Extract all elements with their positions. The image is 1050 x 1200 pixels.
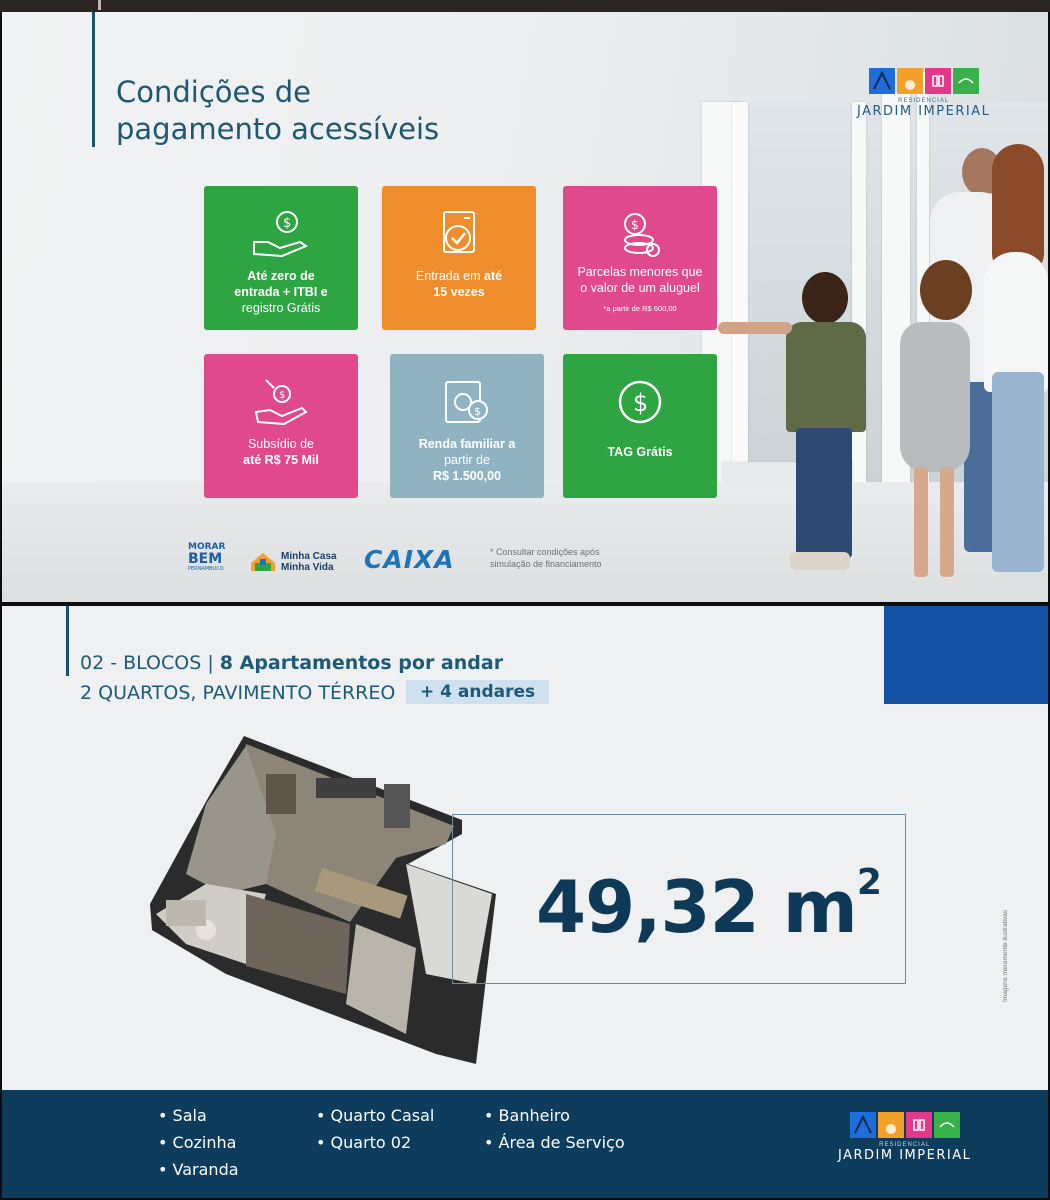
tile-text: Renda familiar a	[418, 437, 516, 451]
tile-zero-down	[204, 186, 358, 330]
tile-text: R$ 1.500,00	[432, 469, 502, 483]
brand-name: JARDIM IMPERIAL	[838, 1148, 972, 1163]
morar-bem-logo: MORAR BEM PERNAMBUCO	[188, 542, 226, 572]
tile-text: Parcelas menores que	[577, 265, 703, 279]
caixa-logo: CAIXA	[364, 545, 455, 574]
girl-head	[920, 260, 972, 320]
dollar-circle-icon	[609, 378, 671, 430]
feature-item: • Quarto Casal	[316, 1106, 435, 1125]
feature-item: • Sala	[158, 1106, 207, 1125]
tile-free-tag	[563, 354, 717, 498]
disclaimer: * Consultar condições após simulação de financiamento	[490, 547, 602, 569]
brand-small-label: RESIDENCIAL	[898, 98, 950, 104]
area-value: 49,32 $m^2$	[536, 862, 881, 949]
brand-logo	[857, 68, 990, 119]
svg-text:$: $	[474, 405, 481, 418]
minha-casa-minha-vida-logo: Minha Casa Minha Vida	[249, 548, 349, 576]
brand-small-label: RESIDENCIAL	[879, 1142, 931, 1148]
feature-item: • Área de Serviço	[484, 1133, 625, 1152]
rooms-heading: 2 QUARTOS, PAVIMENTO TÉRREO	[80, 682, 396, 704]
coins-icon	[609, 208, 671, 260]
house-icon	[249, 551, 277, 573]
svg-text:$: $	[631, 218, 639, 232]
tile-text: partir de	[444, 453, 490, 467]
girl-leg	[914, 467, 928, 577]
brand-name: JARDIM IMPERIAL	[857, 104, 991, 119]
tile-installments	[382, 186, 536, 330]
tile-text: Subsídio de	[247, 437, 314, 451]
brand-plant-icon	[953, 68, 979, 94]
floors-badge: + 4 andares	[406, 680, 549, 704]
window-frame	[732, 102, 748, 522]
payment-conditions-slide	[2, 12, 1048, 602]
brand-sun-icon	[878, 1112, 904, 1138]
document-check-icon	[428, 208, 490, 260]
tile-text: o valor de um aluguel	[580, 281, 700, 295]
boy-shoes	[790, 552, 850, 570]
tile-lower-payments	[563, 186, 717, 330]
boy-arm	[718, 322, 792, 334]
feature-item: • Banheiro	[484, 1106, 570, 1125]
svg-text:$: $	[279, 390, 286, 401]
accent-line	[66, 606, 69, 676]
girl-leg	[940, 467, 954, 577]
brand-sun-icon	[897, 68, 923, 94]
boy-jeans	[796, 428, 852, 558]
brand-door-icon	[906, 1112, 932, 1138]
tile-text: 15 vezes	[433, 285, 485, 299]
tile-note: *a partir de R$ 600,00	[603, 304, 677, 313]
tile-text: Entrada em	[415, 269, 484, 283]
hand-money-icon	[250, 208, 312, 260]
slide-title: Condições de pagamento acessíveis	[116, 75, 440, 146]
mother-shirt	[984, 252, 1048, 392]
illustrative-note: Imagens meramente ilustrativas	[1002, 909, 1009, 1002]
boy-shirt	[786, 322, 866, 432]
feature-item: • Quarto 02	[316, 1133, 412, 1152]
floor	[2, 482, 1048, 602]
tile-subsidy	[204, 354, 358, 498]
apartment-slide	[2, 606, 1048, 1090]
blocks-heading: 02 - BLOCOS | 8 Apartamentos por andar	[80, 652, 504, 674]
boy-head	[802, 272, 848, 324]
accent-line	[92, 12, 95, 147]
accent-block	[884, 606, 1048, 704]
svg-text:$: $	[633, 389, 649, 417]
tile-text-bold: até	[484, 269, 503, 283]
tile-family-income	[390, 354, 544, 498]
cash-icon	[436, 376, 498, 428]
tile-text: TAG Grátis	[607, 445, 673, 459]
tile-text: registro Grátis	[241, 301, 321, 315]
feature-item: • Varanda	[158, 1160, 239, 1179]
girl-dress	[900, 322, 970, 472]
brand-plant-icon	[934, 1112, 960, 1138]
feature-item: • Cozinha	[158, 1133, 237, 1152]
brand-a-icon	[869, 68, 895, 94]
brand-a-icon	[850, 1112, 876, 1138]
tile-text: Até zero de	[247, 269, 315, 283]
brand-logo	[838, 1112, 971, 1163]
tile-text: entrada + ITBI e	[234, 285, 328, 299]
features-footer	[2, 1090, 1048, 1198]
floor-plan-image	[146, 734, 496, 1064]
top-strip	[0, 0, 1050, 12]
svg-text:$: $	[283, 216, 292, 231]
hand-coin-icon	[250, 376, 312, 428]
brand-door-icon	[925, 68, 951, 94]
mother-jeans	[992, 372, 1044, 572]
tile-text: até R$ 75 Mil	[243, 453, 319, 467]
